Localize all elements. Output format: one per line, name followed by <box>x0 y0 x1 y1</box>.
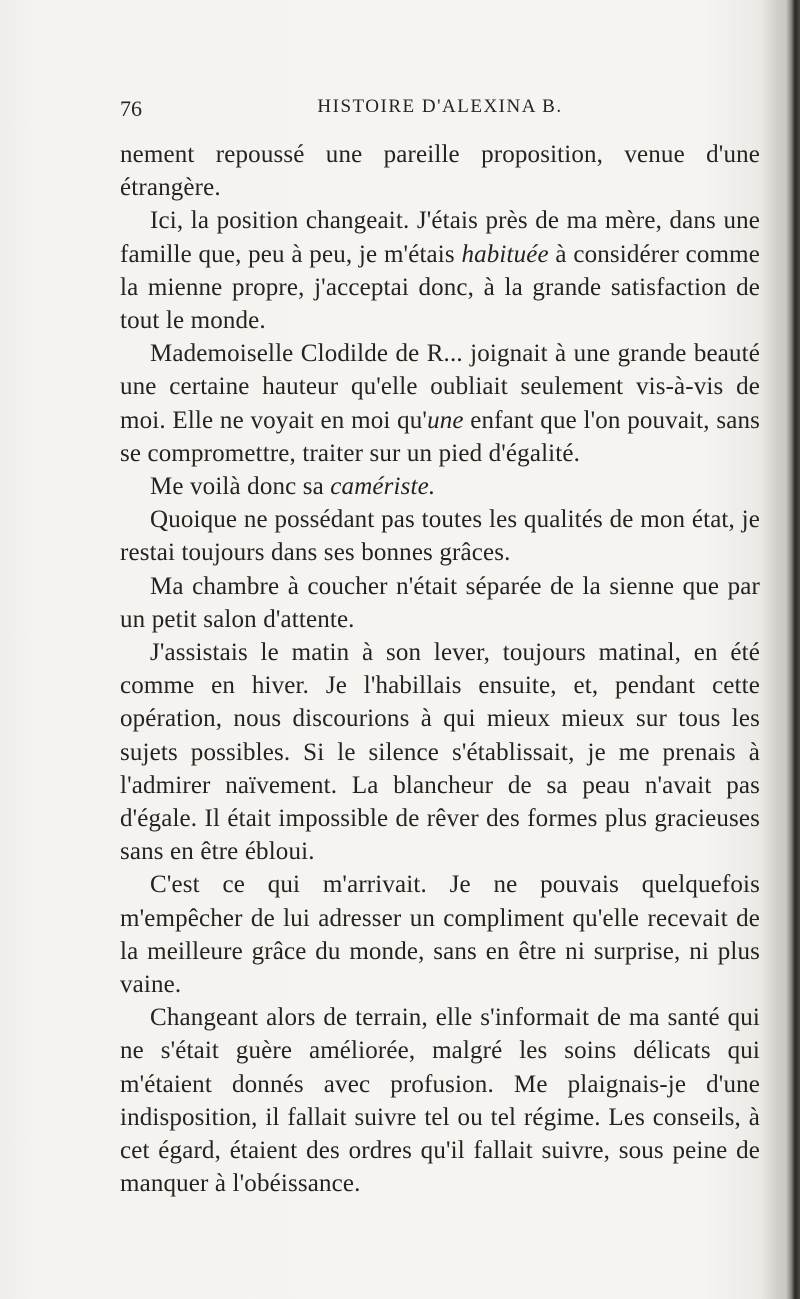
paragraph-text: enfant que l'on pouvait, sans se compromettre, traiter sur un pied d'égalité. <box>120 406 760 467</box>
paragraph-text: à considérer comme la mienne propre, j'acceptai donc, à la grande satisfaction de tout le monde. <box>120 240 760 335</box>
paragraph <box>120 1001 760 1200</box>
paragraph-text: Ici, la position changeait. J'étais près de ma mère, dans une famille que, peu à peu, je m'étais <box>120 207 760 268</box>
paragraph <box>120 503 760 569</box>
page-number: 76 <box>120 96 142 121</box>
paragraph-text: Mademoiselle Clodilde de R... joignait à une grande beauté une certaine hauteur qu'elle oubliait seulement vis-à-vis de moi. Elle ne voyait en moi qu' <box>120 340 760 434</box>
italic-text: habituée <box>461 240 549 268</box>
paragraph <box>120 138 760 204</box>
paragraph <box>120 204 760 337</box>
paragraph-text: J'assistais le matin à son lever, toujours matinal, en été comme en hiver. Je l'habillais ensuite, et, pendant cette opération, nous discourions à qui mieux mieux sur tous les sujets possibles. Si le silence s'établissait, je me prenais à l'admirer naïvement. La blancheur de sa peau n'avait pas d'égale. Il était impossible de rêver des formes plus gracieuses sans en être ébloui. <box>120 639 760 866</box>
paragraph-text: Changeant alors de terrain, elle s'informait de ma santé qui ne s'était guère améliorée, malgré les soins délicats qui m'étaient donnés avec profusion. Me plaignais-je d'une indisposition, il fallait suivre tel ou tel régime. Les conseils, à cet égard, étaient des ordres qu'il fallait suivre, sous peine de manquer à l'obéissance. <box>120 1004 760 1198</box>
gutter-shadow <box>760 0 786 1299</box>
paragraph <box>120 570 760 636</box>
italic-text: camériste. <box>330 473 436 501</box>
page-header <box>120 96 760 130</box>
body-text <box>120 138 760 1201</box>
binding-edge <box>786 0 800 1299</box>
paragraph-text: C'est ce qui m'arrivait. Je ne pouvais quelquefois m'empêcher de lui adresser un compliment qu'elle recevait de la meilleure grâce du monde, sans en être ni surprise, ni plus vaine. <box>120 871 760 999</box>
paragraph-text: nement repoussé une pareille proposition, venue d'une étrangère. <box>120 141 760 202</box>
italic-text: une <box>427 406 464 434</box>
paragraph-text: Me voilà donc sa <box>150 473 331 501</box>
paragraph-text: Ma chambre à coucher n'était séparée de la sienne que par un petit salon d'attente. <box>120 572 760 633</box>
running-title: HISTOIRE D'ALEXINA B. <box>317 96 563 117</box>
paragraph <box>120 868 760 1001</box>
paragraph <box>120 470 760 503</box>
paragraph <box>120 337 760 470</box>
paragraph-text: Quoique ne possédant pas toutes les qualités de mon état, je restai toujours dans ses bonnes grâces. <box>120 506 760 567</box>
paragraph <box>120 636 760 868</box>
